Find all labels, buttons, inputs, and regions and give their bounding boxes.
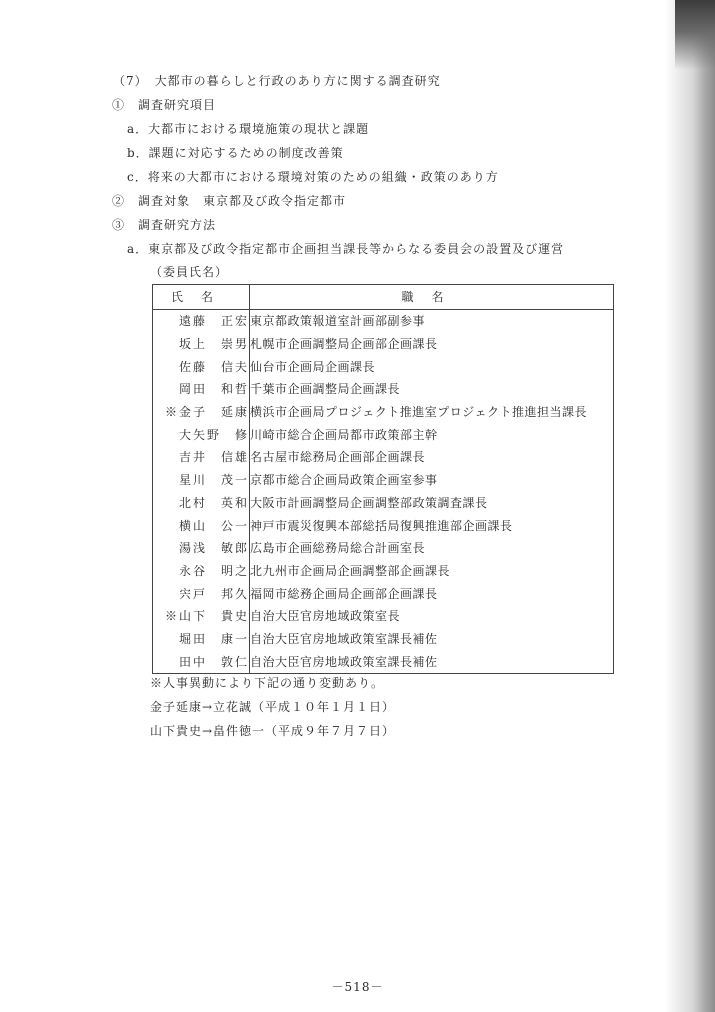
table-row — [153, 492, 614, 515]
table-row — [153, 537, 614, 560]
member-name: 坂上 崇男 — [153, 333, 250, 356]
member-position: 広島市企画総務局総合計画室長 — [250, 537, 614, 560]
member-position: 福岡市総務企画局企画部企画課長 — [250, 582, 614, 605]
page-number: －518－ — [331, 980, 384, 994]
member-position: 仙台市企画局企画課長 — [250, 355, 614, 378]
member-name: 北村 英和 — [153, 492, 250, 515]
topic-b: b．課題に対応するための制度改善策 — [127, 146, 344, 160]
method-a: a．東京都及び政令指定都市企画担当課長等からなる委員会の設置及び運営 — [127, 242, 565, 256]
note-change-yamashita: 山下貴史→畠件徳一（平成９年７月７日） — [150, 724, 396, 738]
member-name: 大矢野 修 — [153, 423, 250, 446]
header-name: 氏名 — [153, 285, 250, 310]
member-name: 堀田 康一 — [153, 628, 250, 651]
table-header-row — [153, 285, 614, 310]
member-position: 自治大臣官房地域政策室課長補佐 — [250, 650, 614, 673]
table-row — [153, 378, 614, 401]
member-position: 自治大臣官房地域政策室長 — [250, 605, 614, 628]
table-row — [153, 628, 614, 651]
note-personnel-change: ※人事異動により下記の通り変動あり。 — [150, 676, 385, 690]
table-row — [153, 355, 614, 378]
table-row — [153, 650, 614, 673]
member-position: 京都市総合企画局政策企画室参事 — [250, 469, 614, 492]
table-row — [153, 401, 614, 424]
member-name: 田中 敦仁 — [153, 650, 250, 673]
item-research-target: ② 調査対象 東京都及び政令指定都市 — [112, 194, 347, 208]
table-row — [153, 560, 614, 583]
member-name: 湯浅 敏郎 — [153, 537, 250, 560]
member-position: 横浜市企画局プロジェクト推進室プロジェクト推進担当課長 — [250, 401, 614, 424]
binding-shadow — [675, 0, 715, 70]
member-name: 星川 茂一 — [153, 469, 250, 492]
member-name: 横山 公一 — [153, 514, 250, 537]
member-caption: （委員氏名） — [150, 265, 229, 279]
member-position: 神戸市震災復興本部総括局復興推進部企画課長 — [250, 514, 614, 537]
member-position: 大阪市計画調整局企画調整部政策調査課長 — [250, 492, 614, 515]
table-row — [153, 310, 614, 333]
member-position: 川崎市総合企画局都市政策部主幹 — [250, 423, 614, 446]
member-name: 永谷 明之 — [153, 560, 250, 583]
member-name: 岡田 和哲 — [153, 378, 250, 401]
member-name: ※金子 延康 — [153, 401, 250, 424]
table-row — [153, 514, 614, 537]
item-research-method: ③ 調査研究方法 — [112, 218, 217, 232]
member-name: 宍戸 邦久 — [153, 582, 250, 605]
header-position: 職名 — [250, 285, 614, 310]
table-row — [153, 446, 614, 469]
table-row — [153, 469, 614, 492]
section-heading: （7） 大都市の暮らしと行政のあり方に関する調査研究 — [113, 74, 441, 88]
table-row — [153, 333, 614, 356]
member-name: 吉井 信雄 — [153, 446, 250, 469]
member-table — [152, 284, 614, 674]
table-row — [153, 605, 614, 628]
table-row — [153, 582, 614, 605]
table-row — [153, 423, 614, 446]
member-position: 千葉市企画調整局企画課長 — [250, 378, 614, 401]
page-edge-shadow — [665, 0, 715, 1012]
topic-c: c．将来の大都市における環境対策のための組織・政策のあり方 — [127, 170, 499, 184]
member-position: 東京都政策報道室計画部副参事 — [250, 310, 614, 333]
topic-a: a．大都市における環境施策の現状と課題 — [127, 122, 370, 136]
member-position: 北九州市企画局企画調整部企画課長 — [250, 560, 614, 583]
member-position: 名古屋市総務局企画部企画課長 — [250, 446, 614, 469]
note-change-kaneko: 金子延康→立花誠（平成１０年１月１日） — [150, 700, 396, 714]
member-position: 自治大臣官房地域政策室課長補佐 — [250, 628, 614, 651]
member-name: 佐藤 信夫 — [153, 355, 250, 378]
item-research-topics: ① 調査研究項目 — [112, 98, 217, 112]
member-position: 札幌市企画調整局企画部企画課長 — [250, 333, 614, 356]
member-name: 遠藤 正宏 — [153, 310, 250, 333]
member-name: ※山下 貴史 — [153, 605, 250, 628]
